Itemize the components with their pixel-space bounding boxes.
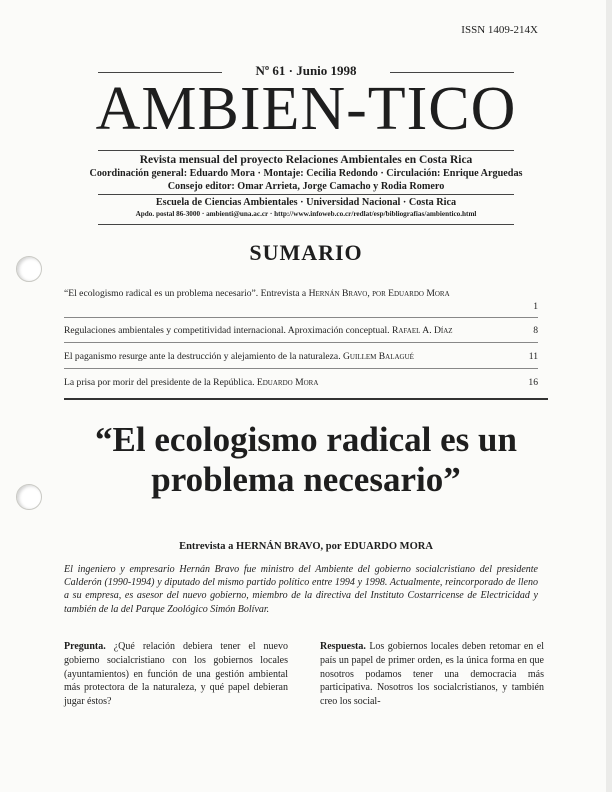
credits-rule-bottom [98, 224, 514, 225]
toc-item-page: 11 [528, 351, 538, 362]
toc-item-title: “El ecologismo radical es un problema necesario”. Entrevista a [64, 288, 307, 299]
masthead-rule-top [98, 150, 514, 151]
toc-divider [64, 368, 538, 369]
toc-divider [64, 342, 538, 343]
toc-item-4[interactable] [64, 376, 538, 389]
answer-column [320, 640, 544, 709]
toc-item-title: La prisa por morir del presidente de la República. [64, 377, 255, 388]
credits-line-4: Escuela de Ciencias Ambientales · Universidad Nacional · Costa Rica [155, 197, 457, 208]
article-byline: Entrevista a HERNÁN BRAVO, por EDUARDO MORA [179, 541, 433, 552]
question-label: Pregunta. [64, 641, 106, 652]
answer-text: Los gobiernos locales deben retomar en el país un papel de primer orden, es la única forma en que nosotros podamos tener una democracia más participativa. Nosotros los socialcristianos, y también creo los social- [320, 641, 544, 708]
question-column [64, 640, 288, 709]
toc-item-title: El paganismo resurge ante la destrucción y alejamiento de la naturaleza. [64, 351, 341, 362]
punch-hole-bottom [16, 484, 42, 510]
credits-line-2: Coordinación general: Eduardo Mora · Montaje: Cecilia Redondo · Circulación: Enrique Arguedas [89, 168, 523, 179]
toc-rule-bottom [64, 398, 548, 400]
issue-number: Nº 61 · Junio 1998 [255, 63, 357, 78]
toc-item-author: Guillem Balagué [343, 351, 414, 362]
credits-line-3: Consejo editor: Omar Arrieta, Jorge Camacho y Rodia Romero [167, 181, 445, 192]
toc-item-author: Rafael A. Díaz [391, 325, 453, 336]
toc-divider [64, 317, 538, 318]
article-headline: “El ecologismo radical es un problema necesario” [95, 420, 517, 499]
toc-item-page: 1 [533, 301, 538, 312]
toc-item-author: Eduardo Mora [256, 377, 319, 388]
question-text: ¿Qué relación debiera tener el nuevo gobierno socialcristiano con los gobiernos locales (ayuntamientos) en función de una gestión ambiental más protectora de la naturaleza, y qué papel debieran jugar éstos? [64, 641, 288, 708]
credits-rule [98, 194, 514, 195]
toc-item-title: Regulaciones ambientales y competitividad internacional. Aproximación conceptual. [64, 325, 390, 336]
toc-item-page: 16 [528, 377, 538, 388]
credits-line-5: Apdo. postal 86-3000 · ambienti@una.ac.cr · http://www.infoweb.co.cr/redlat/esp/bibliografias/ambientico.html [135, 210, 477, 218]
sumario-heading: SUMARIO [249, 240, 363, 265]
toc-item-1[interactable] [64, 287, 538, 312]
toc-item-author: Hernán Bravo, por Eduardo Mora [308, 288, 450, 299]
credits-line-1: Revista mensual del proyecto Relaciones Ambientales en Costa Rica [139, 154, 473, 166]
toc-item-2[interactable] [64, 324, 538, 337]
toc-item-3[interactable] [64, 350, 538, 363]
article-intro: El ingeniero y empresario Hernán Bravo fue ministro del Ambiente del gobierno socialcristiano del presidente Calderón (1990-1994) y diputado del mismo partido político entre 1994 y 1998. Actualmente, reincorporado de lleno a su empresa, es asesor del nuevo gobierno, miembro de la directiva del Instituto Costarricense de Electricidad y también de la del Parque Zoológico Simón Bolívar. [64, 564, 538, 615]
answer-label: Respuesta. [320, 641, 366, 652]
masthead-title: AMBIEN-TICO [95, 75, 517, 143]
issn-number: ISSN 1409-214X [461, 24, 538, 36]
toc-item-page: 8 [533, 325, 538, 336]
